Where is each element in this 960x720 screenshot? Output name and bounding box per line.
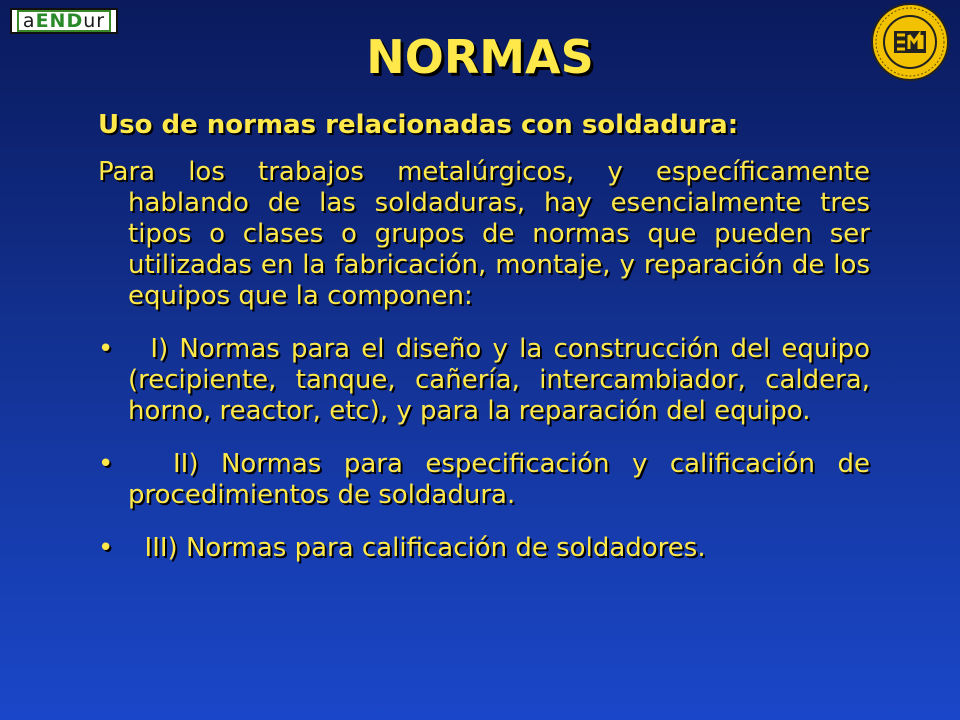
intro-paragraph: Para los trabajos metalúrgicos, y específicamente hablando de las soldaduras, hay esencialmente tres tipos o clases o grupos de normas que pueden ser utilizadas en la fabricación, montaje, y reparación de los equipos que la componen:: [98, 157, 870, 311]
slide-title: NORMAS: [366, 30, 594, 84]
bullet-dot: •: [98, 533, 114, 563]
logo-part-ur: ur: [83, 10, 106, 32]
bullet-item-1: [98, 334, 870, 427]
section-subtitle: Uso de normas relacionadas con soldadura:: [98, 110, 739, 140]
logo-part-end: END: [35, 10, 84, 32]
bullet-dot: •: [98, 334, 114, 364]
bullet-text: III) Normas para calificación de soldadores.: [128, 533, 706, 563]
bullet-dot: •: [98, 449, 114, 479]
bullet-item-3: [98, 533, 870, 564]
bullet-item-2: [98, 449, 870, 511]
logo-part-a: a: [22, 10, 36, 32]
bullet-text: I) Normas para el diseño y la construcción del equipo (recipiente, tanque, cañería, intercambiador, caldera, horno, reactor, etc), y para la reparación del equipo.: [128, 334, 870, 426]
slide-body: [98, 110, 870, 586]
bullet-text: II) Normas para especificación y calificación de procedimientos de soldadura.: [128, 449, 870, 510]
